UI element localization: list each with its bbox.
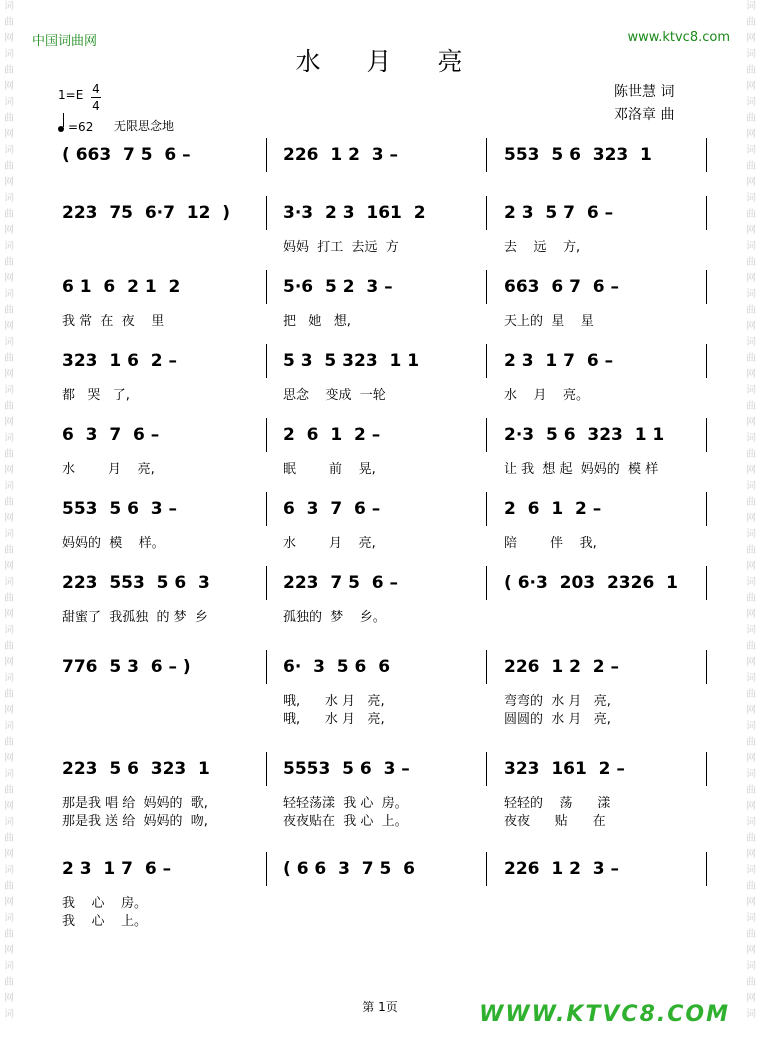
barline [706,492,707,526]
watermark-char: 网 [746,225,756,236]
watermark-char: 词 [4,433,14,444]
site-url-right[interactable]: www.ktvc8.com [627,30,730,45]
watermark-char: 网 [746,801,756,812]
lyric-line-1: 水 月 亮, [283,536,376,551]
watermark-char: 网 [746,897,756,908]
watermark-char: 词 [4,673,14,684]
page-number: 第 1页 [362,1000,398,1014]
time-signature-top: 4 [92,82,100,96]
measure-notes: 226 1 2 3 – [504,859,619,879]
watermark-char: 词 [746,913,756,924]
watermark-char: 网 [4,609,14,620]
watermark-char: 曲 [4,497,14,508]
watermark-char: 词 [746,1009,756,1020]
lyric-line-1: 那是我 唱 给 妈妈的 歌, [62,796,208,811]
measure-notes: ( 6·3 203 2326 1 [504,573,678,593]
watermark-char: 曲 [4,929,14,940]
lyric-line-2: 我 心 上。 [62,914,148,929]
lyric-line-2: 哦, 水 月 亮, [283,712,385,727]
measure-notes: 5 3 5 323 1 1 [283,351,420,371]
barline [486,852,487,886]
watermark-char: 网 [4,273,14,284]
watermark-char: 词 [746,97,756,108]
barline [266,138,267,172]
barline [486,270,487,304]
barline [266,852,267,886]
watermark-char: 曲 [746,737,756,748]
lyric-line-1: 弯弯的 水 月 亮, [504,694,611,709]
barline [706,566,707,600]
watermark-char: 曲 [4,161,14,172]
lyric-line-1: 轻轻荡漾 我 心 房。 [283,796,408,811]
lyric-line-1: 轻轻的 荡 漾 [504,796,611,811]
lyric-line-1: 让 我 想 起 妈妈的 模 样 [504,462,659,477]
watermark-char: 网 [4,417,14,428]
watermark-char: 曲 [4,881,14,892]
watermark-char: 网 [4,705,14,716]
note-stem [63,113,64,127]
watermark-char: 曲 [4,833,14,844]
measure-notes: 2 3 1 7 6 – [504,351,614,371]
watermark-char: 曲 [746,497,756,508]
watermark-char: 曲 [4,65,14,76]
watermark-char: 曲 [746,545,756,556]
barline [486,566,487,600]
watermark-char: 曲 [746,113,756,124]
measure-notes: 776 5 3 6 – ) [62,657,191,677]
watermark-char: 词 [746,721,756,732]
watermark-char: 网 [4,369,14,380]
watermark-char: 词 [746,481,756,492]
watermark-char: 词 [746,385,756,396]
watermark-char: 词 [746,817,756,828]
watermark-char: 网 [746,129,756,140]
lyric-line-1: 水 月 亮, [62,462,155,477]
watermark-char: 网 [746,753,756,764]
lyric-line-2: 那是我 送 给 妈妈的 吻, [62,814,208,829]
measure-notes: 323 1 6 2 – [62,351,177,371]
measure-notes: 553 5 6 323 1 [504,145,652,165]
barline [266,492,267,526]
watermark-char: 词 [746,145,756,156]
watermark-char: 曲 [4,737,14,748]
lyric-line-1: 我 常 在 夜 里 [62,314,165,329]
barline [266,650,267,684]
watermark-char: 网 [746,561,756,572]
watermark-char: 曲 [746,833,756,844]
watermark-char: 曲 [4,593,14,604]
measure-notes: ( 6 6 3 7 5 6 [283,859,416,879]
watermark-char: 词 [746,865,756,876]
watermark-char: 曲 [746,209,756,220]
measure-notes: 226 1 2 3 – [283,145,398,165]
watermark-char: 网 [4,33,14,44]
watermark-char: 网 [4,465,14,476]
watermark-char: 曲 [746,977,756,988]
watermark-char: 曲 [4,449,14,460]
watermark-char: 网 [746,33,756,44]
measure-notes: 553 5 6 3 – [62,499,177,519]
watermark-char: 曲 [746,257,756,268]
watermark-char: 网 [4,897,14,908]
watermark-char: 词 [746,241,756,252]
watermark-char: 网 [746,513,756,524]
watermark-char: 词 [4,769,14,780]
barline [486,492,487,526]
watermark-char: 网 [4,81,14,92]
watermark-char: 词 [4,193,14,204]
watermark-char: 曲 [4,545,14,556]
watermark-char: 词 [4,337,14,348]
watermark-char: 词 [4,913,14,924]
score-row [0,752,760,828]
barline [706,752,707,786]
watermark-char: 曲 [746,689,756,700]
barline [266,752,267,786]
score-row [0,852,760,928]
watermark-char: 网 [746,945,756,956]
watermark-char: 词 [746,625,756,636]
score-row [0,650,760,726]
barline [266,566,267,600]
watermark-char: 网 [4,753,14,764]
watermark-char: 词 [4,817,14,828]
watermark-char: 曲 [746,305,756,316]
watermark-char: 曲 [4,641,14,652]
watermark-char: 词 [4,97,14,108]
watermark-char: 网 [746,321,756,332]
watermark-char: 词 [746,1,756,12]
key-signature: 1=E [58,88,84,102]
measure-notes: ( 663 7 5 6 – [62,145,191,165]
watermark-char: 网 [746,273,756,284]
watermark-char: 词 [746,961,756,972]
composer-credit: 邓洛章 曲 [614,107,675,123]
watermark-char: 词 [4,1009,14,1020]
measure-notes: 223 553 5 6 3 [62,573,210,593]
measure-notes: 6 3 7 6 – [62,425,160,445]
watermark-char: 词 [746,673,756,684]
title-char: 月 [366,47,394,76]
watermark-char: 网 [4,849,14,860]
barline [486,138,487,172]
lyric-line-1: 把 她 想, [283,314,351,329]
lyric-line-1: 哦, 水 月 亮, [283,694,385,709]
measure-notes: 3·3 2 3 161 2 [283,203,426,223]
watermark-char: 词 [4,721,14,732]
watermark-char: 网 [4,657,14,668]
watermark-char: 词 [4,481,14,492]
lyric-line-1: 陪 伴 我, [504,536,597,551]
title-char: 亮 [437,47,465,76]
watermark-char: 词 [4,625,14,636]
watermark-char: 曲 [746,641,756,652]
measure-notes: 223 7 5 6 – [283,573,398,593]
watermark-char: 网 [746,993,756,1004]
watermark-char: 词 [4,961,14,972]
watermark-char: 网 [746,369,756,380]
watermark-char: 词 [746,289,756,300]
watermark-char: 曲 [746,593,756,604]
watermark-char: 曲 [4,785,14,796]
lyricist-credit: 陈世慧 词 [614,84,675,100]
watermark-char: 词 [4,289,14,300]
site-name-left[interactable]: 中国词曲网 [32,34,98,49]
watermark-char: 词 [746,577,756,588]
watermark-char: 网 [4,225,14,236]
barline [706,344,707,378]
barline [266,344,267,378]
lyric-line-1: 孤独的 梦 乡。 [283,610,386,625]
lyric-line-1: 眠 前 晃, [283,462,376,477]
watermark-char: 网 [4,993,14,1004]
score-row [0,566,760,642]
watermark-char: 曲 [746,161,756,172]
tempo-marking [58,117,93,134]
measure-notes: 2 3 5 7 6 – [504,203,614,223]
watermark-char: 网 [746,417,756,428]
watermark-char: 曲 [746,929,756,940]
measure-notes: 2 6 1 2 – [504,499,602,519]
lyric-line-1: 水 月 亮。 [504,388,590,403]
measure-notes: 2·3 5 6 323 1 1 [504,425,665,445]
watermark-char: 网 [746,705,756,716]
watermark-char: 词 [4,865,14,876]
watermark-char: 词 [746,529,756,540]
watermark-char: 网 [746,657,756,668]
lyric-line-1: 妈妈的 模 样。 [62,536,165,551]
watermark-char: 网 [4,561,14,572]
score-row [0,492,760,568]
watermark-char: 曲 [746,449,756,460]
barline [706,418,707,452]
watermark-char: 网 [4,945,14,956]
watermark-char: 网 [4,801,14,812]
watermark-char: 曲 [4,305,14,316]
barline [486,344,487,378]
watermark-char: 词 [4,1,14,12]
measure-notes: 663 6 7 6 – [504,277,619,297]
watermark-char: 曲 [746,17,756,28]
watermark-char: 曲 [4,401,14,412]
lyric-line-2: 夜夜 贴 在 [504,814,606,829]
site-logo: WWW.KTVC8.COM [479,1002,730,1027]
watermark-char: 网 [4,129,14,140]
lyric-line-1: 天上的 星 星 [504,314,594,329]
time-signature [91,81,101,114]
barline [486,418,487,452]
expression-marking: 无限思念地 [114,119,175,133]
measure-notes: 5553 5 6 3 – [283,759,410,779]
watermark-char: 曲 [4,257,14,268]
lyric-line-1: 去 远 方, [504,240,581,255]
watermark-char: 词 [746,49,756,60]
watermark-char: 曲 [4,209,14,220]
watermark-char: 词 [4,49,14,60]
watermark-char: 词 [746,433,756,444]
song-title [0,42,760,78]
watermark-char: 词 [4,145,14,156]
barline [706,270,707,304]
lyric-line-2: 夜夜贴在 我 心 上。 [283,814,408,829]
measure-notes: 223 75 6·7 12 ) [62,203,231,223]
barline [706,138,707,172]
time-signature-bottom: 4 [92,99,100,113]
measure-notes: 2 3 1 7 6 – [62,859,172,879]
watermark-char: 词 [4,241,14,252]
watermark-char: 词 [746,337,756,348]
lyric-line-1: 妈妈 打工 去远 方 [283,240,399,255]
watermark-char: 词 [4,577,14,588]
score-row [0,344,760,420]
watermark-char: 网 [4,321,14,332]
measure-notes: 226 1 2 2 – [504,657,619,677]
lyric-line-1: 思念 变成 一轮 [283,388,386,403]
watermark-char: 曲 [746,353,756,364]
barline [266,418,267,452]
measure-notes: 323 161 2 – [504,759,625,779]
watermark-char: 曲 [746,65,756,76]
title-char: 水 [295,47,323,76]
watermark-char: 曲 [4,689,14,700]
barline [486,196,487,230]
watermark-char: 词 [746,193,756,204]
lyric-line-1: 都 哭 了, [62,388,130,403]
watermark-char: 网 [746,177,756,188]
watermark-char: 曲 [746,401,756,412]
score-row [0,270,760,346]
watermark-char: 网 [746,609,756,620]
measure-notes: 6 1 6 2 1 2 [62,277,181,297]
barline [486,752,487,786]
watermark-char: 词 [746,769,756,780]
watermark-char: 曲 [746,785,756,796]
barline [266,196,267,230]
watermark-char: 曲 [4,17,14,28]
barline [486,650,487,684]
watermark-char: 网 [746,849,756,860]
measure-notes: 223 5 6 323 1 [62,759,210,779]
measure-notes: 5·6 5 2 3 – [283,277,393,297]
barline [266,270,267,304]
watermark-char: 网 [746,81,756,92]
barline [706,852,707,886]
watermark-char: 曲 [746,881,756,892]
barline [706,650,707,684]
watermark-char: 曲 [4,977,14,988]
lyric-line-2: 圆圆的 水 月 亮, [504,712,611,727]
watermark-char: 曲 [4,113,14,124]
measure-notes: 6· 3 5 6 6 [283,657,391,677]
watermark-char: 网 [4,513,14,524]
watermark-char: 词 [4,385,14,396]
watermark-char: 曲 [4,353,14,364]
score-row [0,196,760,272]
barline [706,196,707,230]
watermark-char: 网 [4,177,14,188]
tempo-value: =62 [68,120,94,134]
measure-notes: 2 6 1 2 – [283,425,381,445]
watermark-char: 网 [746,465,756,476]
lyric-line-1: 我 心 房。 [62,896,148,911]
watermark-char: 词 [4,529,14,540]
lyric-line-1: 甜蜜了 我孤独 的 梦 乡 [62,610,208,625]
score-row [0,418,760,494]
measure-notes: 6 3 7 6 – [283,499,381,519]
